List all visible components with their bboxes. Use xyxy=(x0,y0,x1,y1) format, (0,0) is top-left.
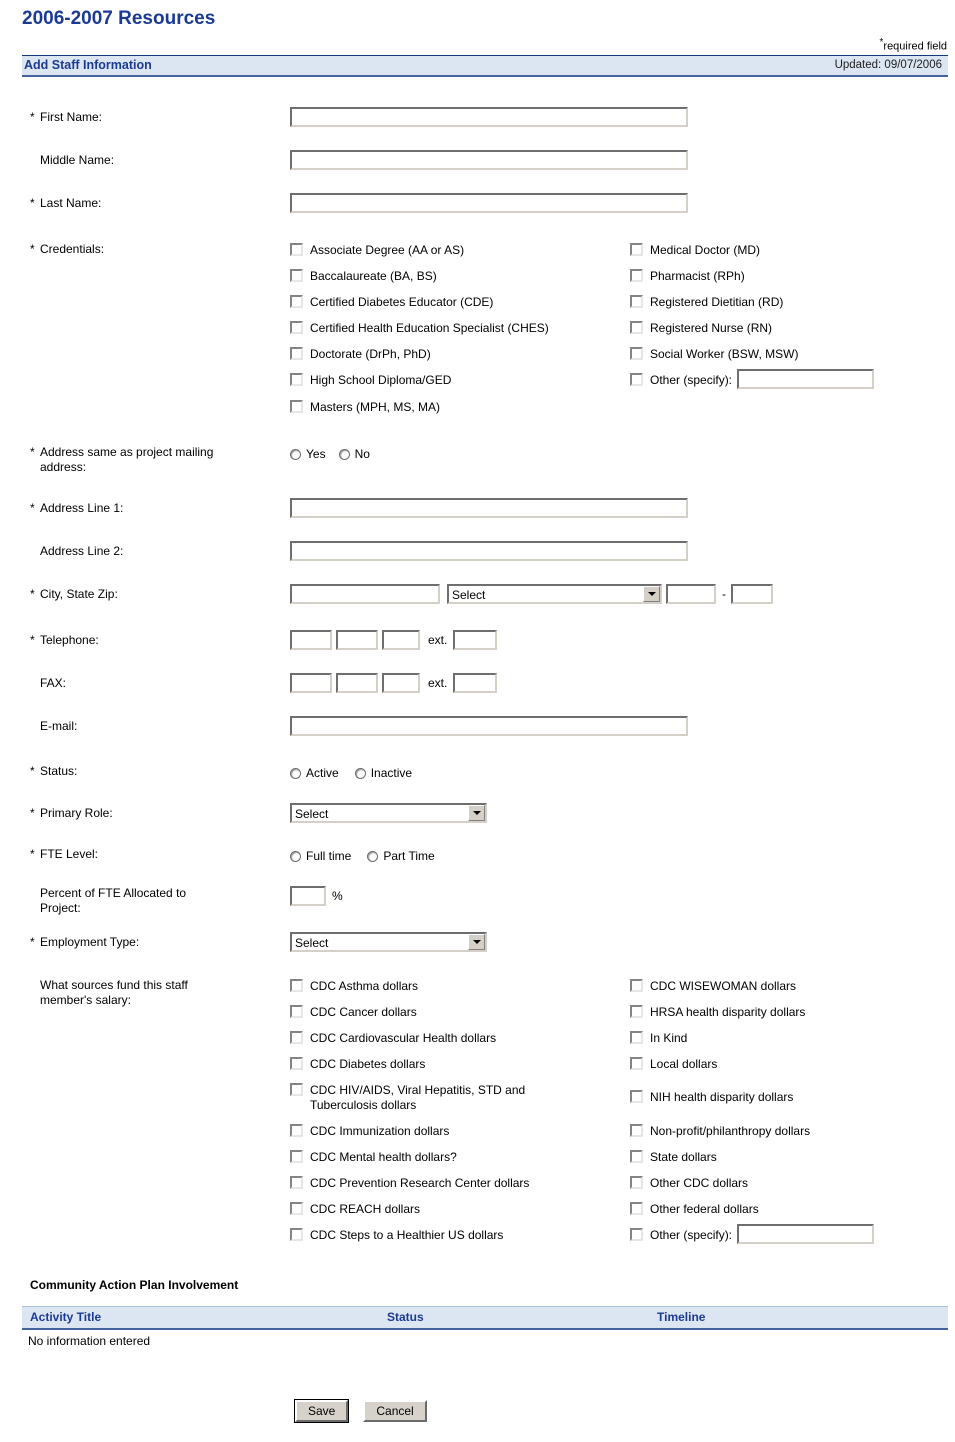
section-title: Add Staff Information xyxy=(24,57,152,72)
email-row xyxy=(30,716,948,736)
credential-checkbox[interactable] xyxy=(630,321,643,334)
credentials-checkbox-row xyxy=(290,399,948,415)
page-title: 2006-2007 Resources xyxy=(22,8,216,29)
status-label: * Status: xyxy=(30,763,78,778)
middle-name-input[interactable] xyxy=(290,150,688,170)
yes-label: Yes xyxy=(306,446,326,461)
first-name-label: * First Name: xyxy=(30,109,103,124)
credential-label: Pharmacist (RPh) xyxy=(650,268,745,283)
percent-sign: % xyxy=(332,888,343,903)
credential-label: Registered Dietitian (RD) xyxy=(650,294,784,309)
address-same-row xyxy=(30,445,948,475)
credential-checkbox[interactable] xyxy=(630,347,643,360)
fax-line-input[interactable] xyxy=(382,673,420,693)
fte-percent-input[interactable] xyxy=(290,886,326,906)
last-name-row xyxy=(30,193,948,213)
funding-checkbox[interactable] xyxy=(290,1083,303,1096)
funding-checkbox[interactable] xyxy=(290,1150,303,1163)
funding-label-item: CDC Steps to a Healthier US dollars xyxy=(310,1228,504,1243)
fulltime-label: Full time xyxy=(306,848,352,863)
phone-line-input[interactable] xyxy=(382,630,420,650)
funding-other-input[interactable] xyxy=(737,1224,874,1244)
fte-parttime-option xyxy=(367,847,434,863)
fax-ext-input[interactable] xyxy=(453,673,497,693)
funding-label-item: CDC Asthma dollars xyxy=(310,978,419,993)
email-input[interactable] xyxy=(290,716,688,736)
funding-checkbox[interactable] xyxy=(630,1150,643,1163)
credentials-checkbox-row xyxy=(290,242,948,258)
telephone-label: * Telephone: xyxy=(30,632,99,647)
credential-other-label: Other (specify): xyxy=(650,372,733,387)
credential-checkbox[interactable] xyxy=(630,269,643,282)
credential-label: Social Worker (BSW, MSW) xyxy=(650,346,799,361)
funding-other-checkbox[interactable] xyxy=(630,1228,643,1241)
credential-label: Certified Health Education Specialist (CHES) xyxy=(310,320,549,335)
funding-checkbox-row xyxy=(290,1227,948,1244)
fte-fulltime-option xyxy=(290,847,351,863)
fte-fulltime-radio[interactable] xyxy=(290,851,301,862)
funding-checkbox[interactable] xyxy=(630,979,643,992)
phone-prefix-input[interactable] xyxy=(336,630,378,650)
funding-label: What sources fund this staff member's salary: xyxy=(40,977,188,1007)
address2-label: Address Line 2: xyxy=(40,543,124,558)
funding-label-item: CDC REACH dollars xyxy=(310,1201,421,1216)
cap-column-status: Status xyxy=(387,1309,424,1324)
phone-ext-input[interactable] xyxy=(453,630,497,650)
phone-area-input[interactable] xyxy=(290,630,332,650)
fte-percent-label: Percent of FTE Allocated to Project: xyxy=(40,885,187,915)
primary-role-select-value: Select xyxy=(295,806,329,821)
funding-checkbox[interactable] xyxy=(630,1090,643,1103)
credentials-checkbox-row xyxy=(290,346,948,362)
status-active-option xyxy=(290,764,339,780)
credential-other-checkbox[interactable] xyxy=(630,373,643,386)
credential-checkbox[interactable] xyxy=(290,347,303,360)
telephone-row xyxy=(30,630,948,650)
funding-checkbox-row xyxy=(290,1082,948,1113)
address2-input[interactable] xyxy=(290,541,688,561)
address1-input[interactable] xyxy=(290,498,688,518)
funding-label-item: CDC Prevention Research Center dollars xyxy=(310,1175,530,1190)
funding-checkbox-row xyxy=(290,1123,948,1139)
credential-label: Baccalaureate (BA, BS) xyxy=(310,268,437,283)
primary-role-label: * Primary Role: xyxy=(30,805,113,820)
credentials-checkbox-row xyxy=(290,372,948,389)
funding-checkbox-row xyxy=(290,978,948,994)
credential-checkbox[interactable] xyxy=(290,269,303,282)
credential-checkbox[interactable] xyxy=(290,321,303,334)
funding-checkbox[interactable] xyxy=(290,1202,303,1215)
credential-checkbox[interactable] xyxy=(290,243,303,256)
city-state-zip-row xyxy=(30,584,948,604)
fax-label: FAX: xyxy=(40,675,67,690)
first-name-input[interactable] xyxy=(290,107,688,127)
funding-checkbox[interactable] xyxy=(290,1176,303,1189)
credential-other-input[interactable] xyxy=(737,369,874,389)
fax-prefix-input[interactable] xyxy=(336,673,378,693)
cap-section-title: Community Action Plan Involvement xyxy=(30,1277,239,1292)
cap-column-activity-title: Activity Title xyxy=(30,1309,102,1324)
section-header-bar xyxy=(22,55,948,77)
cancel-button[interactable]: Cancel xyxy=(363,1400,426,1422)
credential-checkbox[interactable] xyxy=(630,243,643,256)
funding-checkbox[interactable] xyxy=(630,1031,643,1044)
middle-name-row xyxy=(30,150,948,170)
funding-label-item: CDC Cardiovascular Health dollars xyxy=(310,1030,497,1045)
funding-row xyxy=(30,978,948,1244)
email-label: E-mail: xyxy=(40,718,78,733)
funding-checkbox[interactable] xyxy=(630,1202,643,1215)
funding-label-item: State dollars xyxy=(650,1149,717,1164)
employment-type-label: * Employment Type: xyxy=(30,934,140,949)
credential-checkbox[interactable] xyxy=(630,295,643,308)
funding-label-item: Other federal dollars xyxy=(650,1201,759,1216)
funding-label-item: Non-profit/philanthropy dollars xyxy=(650,1123,811,1138)
funding-label-item: HRSA health disparity dollars xyxy=(650,1004,806,1019)
credentials-label: * Credentials: xyxy=(30,241,105,256)
funding-checkbox-row xyxy=(290,1149,948,1165)
address1-label: * Address Line 1: xyxy=(30,500,124,515)
credentials-row xyxy=(30,242,948,415)
funding-checkbox-row xyxy=(290,1004,948,1020)
middle-name-label: Middle Name: xyxy=(40,152,115,167)
primary-role-select[interactable] xyxy=(290,803,487,823)
funding-checkbox-row xyxy=(290,1175,948,1191)
funding-label-item: CDC Cancer dollars xyxy=(310,1004,417,1019)
zip4-input[interactable] xyxy=(731,584,773,604)
credential-label: Certified Diabetes Educator (CDE) xyxy=(310,294,494,309)
funding-label-item: CDC Immunization dollars xyxy=(310,1123,450,1138)
funding-label-item: Other CDC dollars xyxy=(650,1175,749,1190)
credentials-checkbox-row xyxy=(290,294,948,310)
required-field-note: *required field xyxy=(879,37,947,53)
employment-type-select[interactable] xyxy=(290,932,487,952)
inactive-label: Inactive xyxy=(370,765,413,780)
staff-form xyxy=(22,107,948,1244)
parttime-label: Part Time xyxy=(383,848,435,863)
save-button[interactable]: Save xyxy=(295,1400,348,1422)
fte-parttime-radio[interactable] xyxy=(367,851,378,862)
credential-label: Associate Degree (AA or AS) xyxy=(310,242,465,257)
credential-checkbox[interactable] xyxy=(290,295,303,308)
status-row xyxy=(30,764,948,780)
credential-checkbox[interactable] xyxy=(290,373,303,386)
credentials-checkbox-row xyxy=(290,320,948,336)
first-name-row xyxy=(30,107,948,127)
funding-label-item: CDC Mental health dollars? xyxy=(310,1149,457,1164)
credential-label: Registered Nurse (RN) xyxy=(650,320,773,335)
credential-label: Doctorate (DrPh, PhD) xyxy=(310,346,431,361)
fax-ext-label: ext. xyxy=(428,675,448,690)
address-same-yes-option xyxy=(290,445,326,461)
funding-other-label: Other (specify): xyxy=(650,1227,733,1242)
state-select-value: Select xyxy=(452,587,486,602)
funding-checkbox-row xyxy=(290,1056,948,1072)
required-star: * xyxy=(879,37,884,48)
credentials-checkbox-row xyxy=(290,268,948,284)
funding-checkbox-row xyxy=(290,1201,948,1217)
address2-row xyxy=(30,541,948,561)
funding-checkbox[interactable] xyxy=(290,1005,303,1018)
funding-label-item: Local dollars xyxy=(650,1056,718,1071)
no-label: No xyxy=(354,446,370,461)
fte-level-row xyxy=(30,847,948,863)
credential-label: Masters (MPH, MS, MA) xyxy=(310,399,441,414)
button-row xyxy=(295,1400,948,1422)
funding-label-item: CDC WISEWOMAN dollars xyxy=(650,978,797,993)
cap-empty-message: No information entered xyxy=(28,1333,151,1348)
funding-checkbox[interactable] xyxy=(290,1057,303,1070)
funding-label-item: CDC HIV/AIDS, Viral Hepatitis, STD and Tuberculosis dollars xyxy=(310,1082,526,1112)
funding-checkbox[interactable] xyxy=(630,1124,643,1137)
address-same-no-radio[interactable] xyxy=(339,449,350,460)
funding-checkbox[interactable] xyxy=(290,1031,303,1044)
dropdown-arrow-icon[interactable] xyxy=(468,934,485,950)
city-input[interactable] xyxy=(290,584,440,604)
status-inactive-option xyxy=(355,764,412,780)
funding-checkbox[interactable] xyxy=(290,1124,303,1137)
funding-checkbox[interactable] xyxy=(290,1228,303,1241)
last-name-input[interactable] xyxy=(290,193,688,213)
fte-percent-row xyxy=(30,886,948,916)
address-same-label: * Address same as project mailing address: xyxy=(30,444,214,474)
funding-label-item: NIH health disparity dollars xyxy=(650,1090,794,1105)
funding-checkbox[interactable] xyxy=(290,979,303,992)
address-same-no-option xyxy=(339,445,370,461)
last-name-label: * Last Name: xyxy=(30,195,102,210)
state-select[interactable] xyxy=(447,584,662,604)
funding-checkbox[interactable] xyxy=(630,1057,643,1070)
credential-label: Medical Doctor (MD) xyxy=(650,242,761,257)
status-inactive-radio[interactable] xyxy=(355,768,366,779)
active-label: Active xyxy=(306,765,339,780)
fax-area-input[interactable] xyxy=(290,673,332,693)
address1-row xyxy=(30,498,948,518)
credential-checkbox[interactable] xyxy=(290,400,303,413)
employment-type-select-value: Select xyxy=(295,935,329,950)
dropdown-arrow-icon[interactable] xyxy=(468,805,485,821)
fte-level-label: * FTE Level: xyxy=(30,846,99,861)
status-active-radio[interactable] xyxy=(290,768,301,779)
zip-input[interactable] xyxy=(666,584,716,604)
updated-date: Updated: 09/07/2006 xyxy=(834,58,942,71)
credential-label: High School Diploma/GED xyxy=(310,373,452,388)
phone-ext-label: ext. xyxy=(428,632,448,647)
employment-type-row xyxy=(30,932,948,952)
funding-checkbox[interactable] xyxy=(630,1176,643,1189)
zip-dash: - xyxy=(722,586,726,601)
funding-checkbox[interactable] xyxy=(630,1005,643,1018)
funding-label-item: CDC Diabetes dollars xyxy=(310,1056,426,1071)
fax-row xyxy=(30,673,948,693)
cap-column-timeline: Timeline xyxy=(657,1309,706,1324)
address-same-yes-radio[interactable] xyxy=(290,449,301,460)
funding-label-item: In Kind xyxy=(650,1030,688,1045)
primary-role-row xyxy=(30,803,948,823)
dropdown-arrow-icon[interactable] xyxy=(643,586,660,602)
cap-table-header xyxy=(22,1306,948,1330)
city-state-zip-label: * City, State Zip: xyxy=(30,586,118,601)
funding-checkbox-row xyxy=(290,1030,948,1046)
